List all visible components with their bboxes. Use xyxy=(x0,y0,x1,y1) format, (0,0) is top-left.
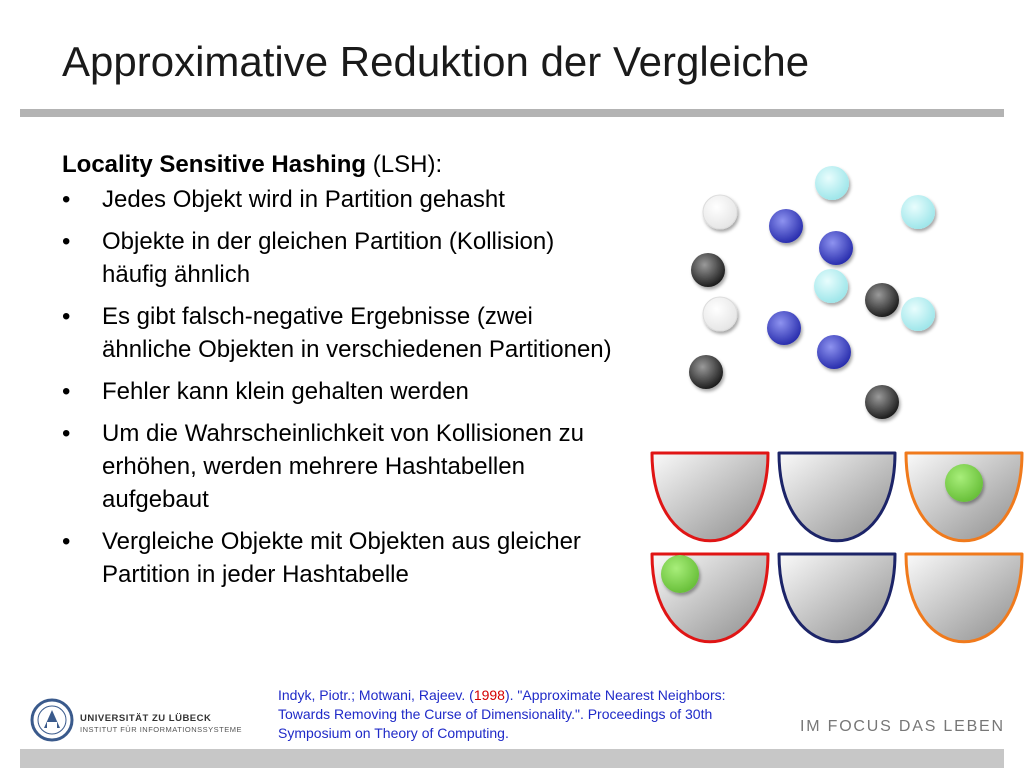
bullet-symbol: • xyxy=(62,228,71,255)
citation xyxy=(278,686,738,743)
white-object-circle xyxy=(703,297,737,331)
lead-term: Locality Sensitive Hashing xyxy=(62,151,367,178)
red-hash-bucket xyxy=(652,554,768,642)
green-hashed-object-circle xyxy=(661,555,699,593)
bullet-symbol: • xyxy=(62,378,71,405)
university-name: UNIVERSITÄT ZU LÜBECK xyxy=(80,713,212,724)
slogan: IM FOCUS DAS LEBEN xyxy=(800,718,1005,735)
blue-object-circle xyxy=(769,209,803,243)
bullet-text: Vergleiche Objekte mit Objekten aus gleicher Partition in jeder Hashtabelle xyxy=(102,528,581,588)
slide-title: Approximative Reduktion der Vergleiche xyxy=(62,38,810,85)
navy-hash-bucket xyxy=(779,453,895,541)
cyan-object-circle xyxy=(901,195,935,229)
bullet-text: Es gibt falsch-negative Ergebnisse (zwei ähnliche Objekten in verschiedenen Partitionen) xyxy=(102,303,612,363)
black-object-circle xyxy=(689,355,723,389)
bullet-symbol: • xyxy=(62,303,71,330)
bullet-list xyxy=(62,183,622,591)
bullet-symbol: • xyxy=(62,420,71,447)
bullet-item xyxy=(62,375,622,408)
white-object-circle xyxy=(703,195,737,229)
title-divider xyxy=(20,109,1004,117)
cyan-object-circle xyxy=(815,166,849,200)
bullet-item xyxy=(62,525,622,591)
black-object-circle xyxy=(691,253,725,287)
navy-hash-bucket xyxy=(779,554,895,642)
citation-authors: Indyk, Piotr.; Motwani, Rajeev. ( xyxy=(278,687,474,703)
orange-hash-bucket xyxy=(906,453,1022,541)
lead-abbr: (LSH): xyxy=(372,151,443,178)
bullet-item xyxy=(62,225,622,291)
black-object-circle xyxy=(865,283,899,317)
bullet-text: Um die Wahrscheinlichkeit von Kollisionen zu erhöhen, werden mehrere Hashtabellen aufgebaut xyxy=(102,420,584,513)
footer-bar xyxy=(20,749,1004,768)
bullet-item xyxy=(62,183,622,216)
red-hash-bucket xyxy=(652,453,768,541)
lead-line xyxy=(62,148,622,181)
bullet-symbol: • xyxy=(62,186,71,213)
bullet-item xyxy=(62,300,622,366)
blue-object-circle xyxy=(817,335,851,369)
slide-content xyxy=(62,148,622,600)
citation-title: ). "Approximate Nearest Neighbors: Towards Removing the Curse of Dimensionality.". Proceedings of 30th Symposium on Theory of Computing. xyxy=(278,687,726,741)
university-seal-icon xyxy=(30,698,74,742)
green-hashed-object-circle xyxy=(945,464,983,502)
bullet-text: Fehler kann klein gehalten werden xyxy=(102,378,469,405)
blue-object-circle xyxy=(767,311,801,345)
institute-name: INSTITUT FÜR INFORMATIONSSYSTEME xyxy=(80,725,242,734)
bullet-text: Jedes Objekt wird in Partition gehasht xyxy=(102,186,505,213)
citation-year: 1998 xyxy=(473,687,505,703)
orange-hash-bucket xyxy=(906,554,1022,642)
cyan-object-circle xyxy=(814,269,848,303)
black-object-circle xyxy=(865,385,899,419)
university-logo xyxy=(24,696,242,746)
bullet-symbol: • xyxy=(62,528,71,555)
blue-object-circle xyxy=(819,231,853,265)
bullet-item xyxy=(62,417,622,516)
bullet-text: Objekte in der gleichen Partition (Kollision) häufig ähnlich xyxy=(102,228,555,288)
cyan-object-circle xyxy=(901,297,935,331)
